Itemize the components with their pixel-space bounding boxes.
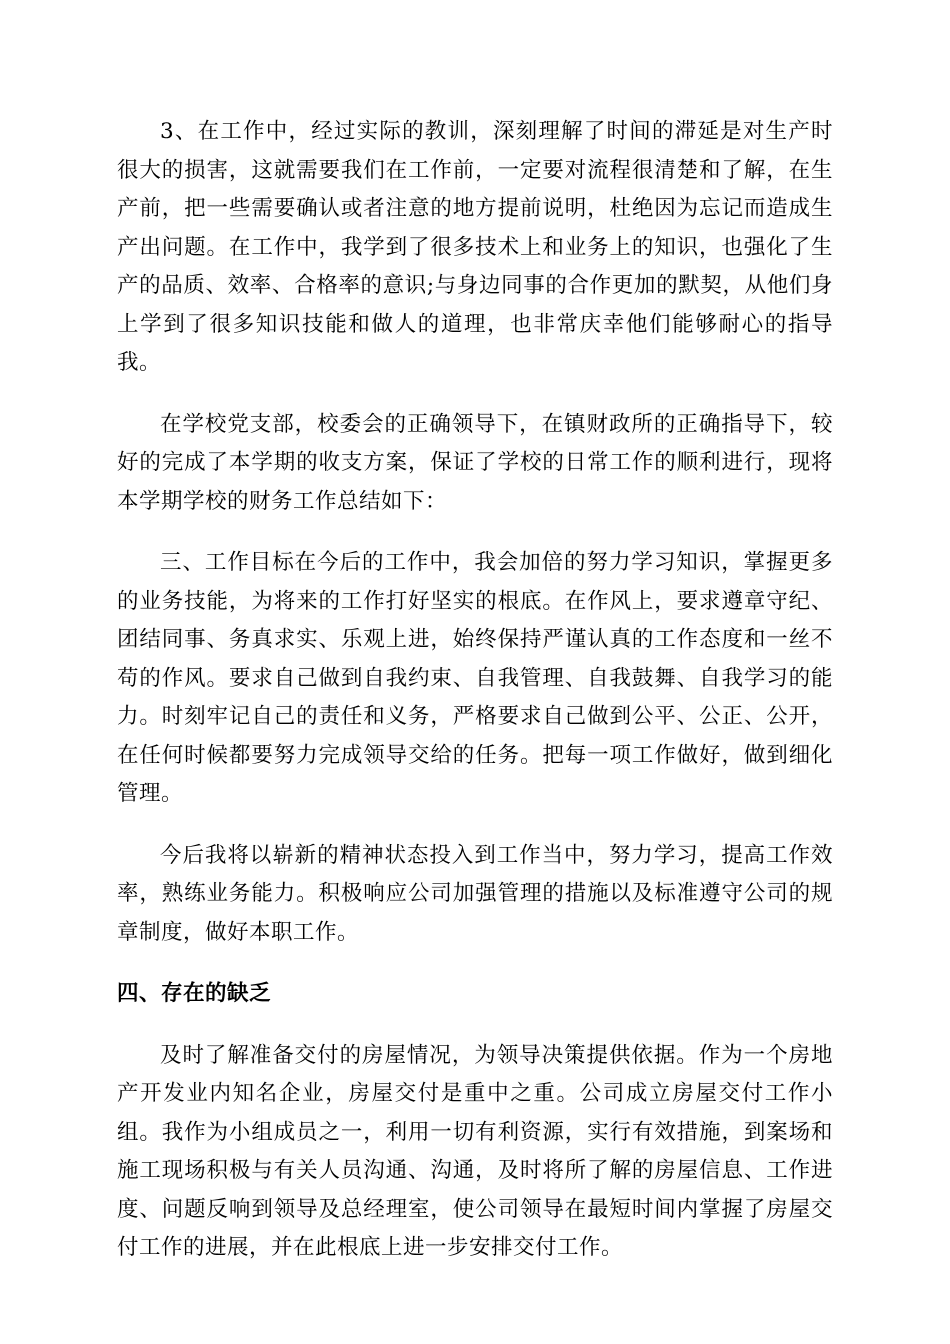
paragraph-school-finance: 在学校党支部，校委会的正确领导下，在镇财政所的正确指导下，较好的完成了本学期的收支方案，保证了学校的日常工作的顺利进行，现将本学期学校的财务工作总结如下： <box>117 411 833 514</box>
paragraph-work-goals: 三、工作目标在今后的工作中，我会加倍的努力学习知识，掌握更多的业务技能，为将来的工作打好坚实的根底。在作风上，要求遵章守纪、团结同事、务真求实、乐观上进，始终保持严谨认真的工作态度和一丝不苟的作风。要求自己做到自我约束、自我管理、自我鼓舞、自我学习的能力。时刻牢记自己的责任和义务，严格要求自己做到公平、公正、公开，在任何时候都要努力完成领导交给的任务。把每一项工作做好，做到细化管理。 <box>117 550 833 806</box>
paragraph-future-plan: 今后我将以崭新的精神状态投入到工作当中，努力学习，提高工作效率，熟练业务能力。积极响应公司加强管理的措施以及标准遵守公司的规章制度，做好本职工作。 <box>117 842 833 945</box>
section-heading-shortcomings: 四、存在的缺乏 <box>117 981 272 1006</box>
document-body <box>117 113 833 1291</box>
paragraph-house-delivery: 及时了解准备交付的房屋情况，为领导决策提供依据。作为一个房地产开发业内知名企业，房屋交付是重中之重。公司成立房屋交付工作小组。我作为小组成员之一，利用一切有利资源，实行有效措施，到案场和施工现场积极与有关人员沟通、沟通，及时将所了解的房屋信息、工作进度、问题反响到领导及总经理室，使公司领导在最短时间内掌握了房屋交付工作的进展，并在此根底上进一步安排交付工作。 <box>117 1042 833 1260</box>
paragraph-work-lessons: 3、在工作中，经过实际的教训，深刻理解了时间的滞延是对生产时很大的损害，这就需要我们在工作前，一定要对流程很清楚和了解，在生产前，把一些需要确认或者注意的地方提前说明，杜绝因为忘记而造成生产出问题。在工作中，我学到了很多技术上和业务上的知识，也强化了生产的品质、效率、合格率的意识;与身边同事的合作更加的默契，从他们身上学到了很多知识技能和做人的道理，也非常庆幸他们能够耐心的指导我。 <box>117 119 833 375</box>
